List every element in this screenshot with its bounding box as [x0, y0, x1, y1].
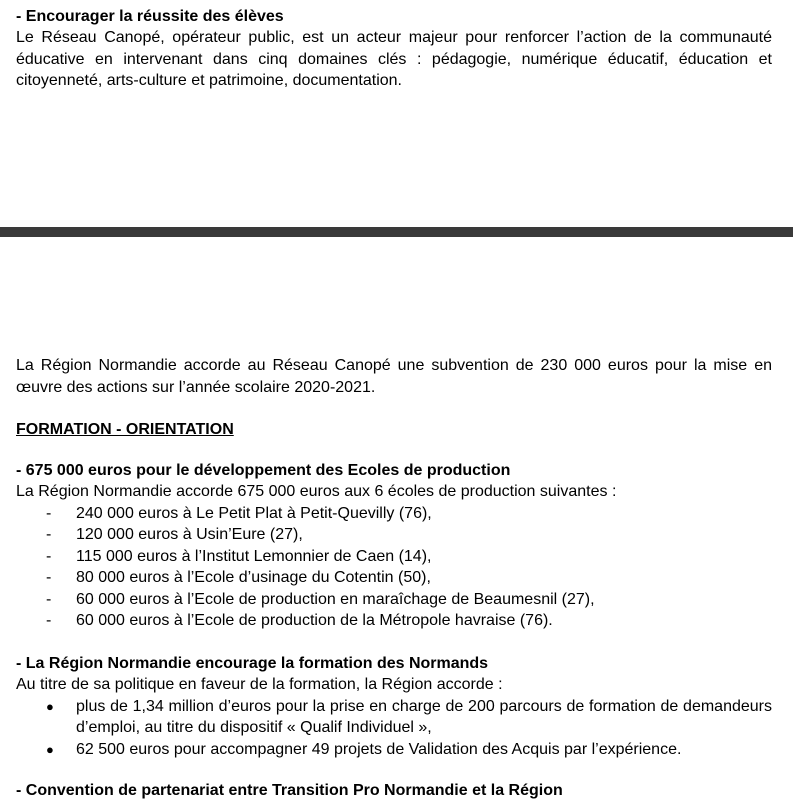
- dash-marker: -: [46, 526, 52, 544]
- section-heading: - Encourager la réussite des élèves: [16, 8, 284, 25]
- list-item-text: 115 000 euros à l’Institut Lemonnier de Caen (14),: [76, 547, 432, 565]
- list-item-text: 62 500 euros pour accompagner 49 projets de Validation des Acquis par l’expérience.: [76, 740, 682, 758]
- dash-marker: -: [46, 504, 52, 522]
- ecoles-list: [16, 503, 772, 633]
- formation-title: FORMATION - ORIENTATION: [16, 421, 234, 438]
- list-item-text: 240 000 euros à Le Petit Plat à Petit-Quevilly (76),: [76, 504, 432, 522]
- list-item-text: 60 000 euros à l’Ecole de production de la Métropole havraise (76).: [76, 612, 553, 630]
- list-item-text: 60 000 euros à l’Ecole de production en maraîchage de Beaumesnil (27),: [76, 590, 595, 608]
- normands-heading: - La Région Normandie encourage la formation des Normands: [16, 655, 489, 672]
- bullet-marker: ●: [46, 698, 54, 714]
- page-break-divider: [0, 227, 793, 237]
- dash-marker: -: [46, 612, 52, 630]
- ecoles-heading: - 675 000 euros pour le développement des Ecoles de production: [16, 462, 511, 479]
- section-formation-title: [16, 419, 772, 440]
- subvention-paragraph: La Région Normandie accorde au Réseau Canopé une subvention de 230 000 euros pour la mise en œuvre des actions sur l’année scolaire 2020-2021.: [16, 357, 772, 396]
- list-item: [16, 696, 772, 739]
- dash-marker: -: [46, 547, 52, 565]
- list-item: [16, 567, 772, 589]
- section-encourager: [16, 6, 772, 92]
- list-item: [16, 546, 772, 568]
- list-item: [16, 739, 772, 761]
- cut-off-heading: - Convention de partenariat entre Transition Pro Normandie et la Région: [16, 782, 563, 799]
- dash-marker: -: [46, 590, 52, 608]
- list-item: [16, 524, 772, 546]
- section-subvention: [16, 355, 772, 398]
- ecoles-intro: La Région Normandie accorde 675 000 euros aux 6 écoles de production suivantes :: [16, 483, 617, 500]
- section-ecoles: [16, 460, 772, 632]
- list-item: [16, 610, 772, 632]
- dash-marker: -: [46, 569, 52, 587]
- section-paragraph: Le Réseau Canopé, opérateur public, est un acteur majeur pour renforcer l’action de la communauté éducative en intervenant dans cinq domaines clés : pédagogie, numérique éducatif, éducation et citoyenneté, arts-culture et patrimoine, documentation.: [16, 29, 772, 89]
- list-item-text: plus de 1,34 million d’euros pour la prise en charge de 200 parcours de formation de demandeurs d’emploi, au titre du dispositif « Qualif Individuel »,: [76, 697, 772, 737]
- section-normands: [16, 653, 772, 760]
- bullet-marker: ●: [46, 741, 54, 757]
- list-item-text: 80 000 euros à l’Ecole d’usinage du Cotentin (50),: [76, 569, 431, 587]
- normands-list: [16, 696, 772, 761]
- list-item-text: 120 000 euros à Usin’Eure (27),: [76, 526, 303, 544]
- list-item: [16, 503, 772, 525]
- list-item: [16, 589, 772, 611]
- normands-intro: Au titre de sa politique en faveur de la formation, la Région accorde :: [16, 676, 503, 693]
